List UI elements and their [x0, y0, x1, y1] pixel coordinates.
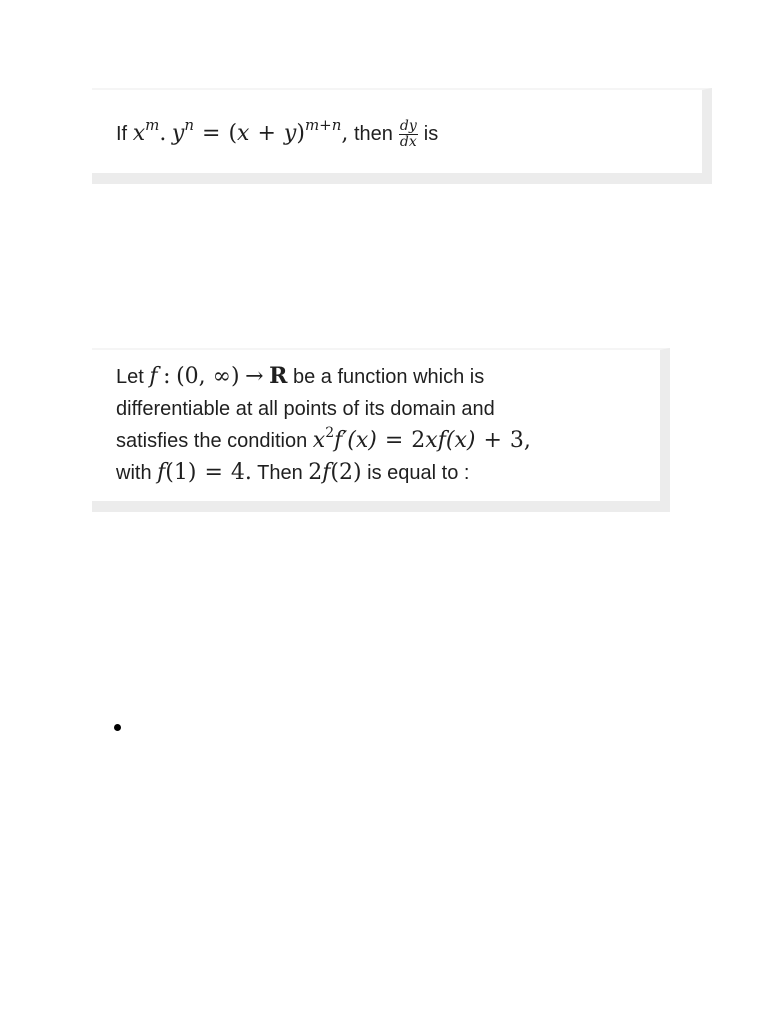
q1-if: If: [116, 123, 128, 145]
q2-rhs-arg: (x): [445, 428, 476, 453]
q2-colon: :: [163, 364, 171, 389]
q1-plus: +: [257, 121, 276, 146]
q2-let: Let: [116, 366, 144, 388]
q2-f1: f: [157, 460, 166, 485]
q2-x: x: [312, 428, 326, 453]
q1-lparen: (: [228, 121, 238, 146]
fraction-denominator: dx: [399, 134, 417, 151]
q2-domain: (0, ∞): [176, 364, 240, 389]
q2-equals: =: [384, 428, 404, 453]
q2-rhs-x: x: [425, 428, 438, 453]
q2-line-4: [116, 457, 531, 489]
q1-equals: =: [202, 121, 221, 146]
q2-line-3-text: satisfies the condition: [116, 430, 308, 452]
q2-f2: f: [322, 460, 331, 485]
q2-fprime-arg: (x): [347, 428, 377, 453]
q2-arrow: →: [245, 364, 264, 389]
q2-three: 3,: [509, 428, 531, 453]
q2-line-2: differentiable at all points of its domain and: [116, 398, 495, 420]
question-2-text: [116, 360, 531, 489]
q1-rparen: ): [296, 121, 305, 146]
question-card-1[interactable]: [92, 88, 712, 184]
bullet-point: [114, 724, 121, 731]
q2-f2-arg: (2): [330, 460, 362, 485]
q2-line-3: [116, 425, 531, 457]
question-1-text: [116, 118, 438, 150]
q2-line-4-rest: is equal to :: [367, 462, 470, 484]
q2-reals: R: [269, 363, 288, 389]
q2-f1-arg: (1): [165, 460, 197, 485]
q2-then: Then: [257, 462, 303, 484]
dy-dx-fraction: [399, 119, 418, 150]
q2-f: f: [149, 364, 158, 389]
question-card-2[interactable]: [92, 348, 670, 512]
q1-exponent-m-plus-n: m+n: [304, 116, 342, 134]
q2-rhs-coeff: 2: [411, 428, 426, 453]
q2-equals-2: =: [204, 460, 223, 485]
q2-with: with: [116, 462, 152, 484]
q2-rhs-f: f: [437, 428, 446, 453]
q2-fprime: f′: [334, 428, 348, 453]
q2-two: 2: [308, 460, 323, 485]
q1-is: is: [423, 123, 439, 145]
q1-x2: x: [237, 121, 250, 146]
q1-y2: y: [283, 121, 297, 146]
q2-plus: +: [483, 428, 502, 453]
q1-then: then: [353, 123, 393, 145]
q2-square: 2: [325, 425, 335, 441]
q2-line-1-rest: be a function which is: [292, 366, 485, 388]
q1-y: y: [171, 121, 185, 146]
q2-four: 4.: [230, 460, 252, 485]
q1-exponent-m: m: [145, 116, 160, 134]
q1-exponent-n: n: [184, 116, 195, 134]
q1-dot: .: [159, 121, 167, 146]
fraction-numerator: dy: [399, 118, 417, 135]
q2-line-1: [116, 360, 531, 393]
q1-x: x: [132, 121, 146, 146]
q1-comma: ,: [341, 121, 349, 146]
